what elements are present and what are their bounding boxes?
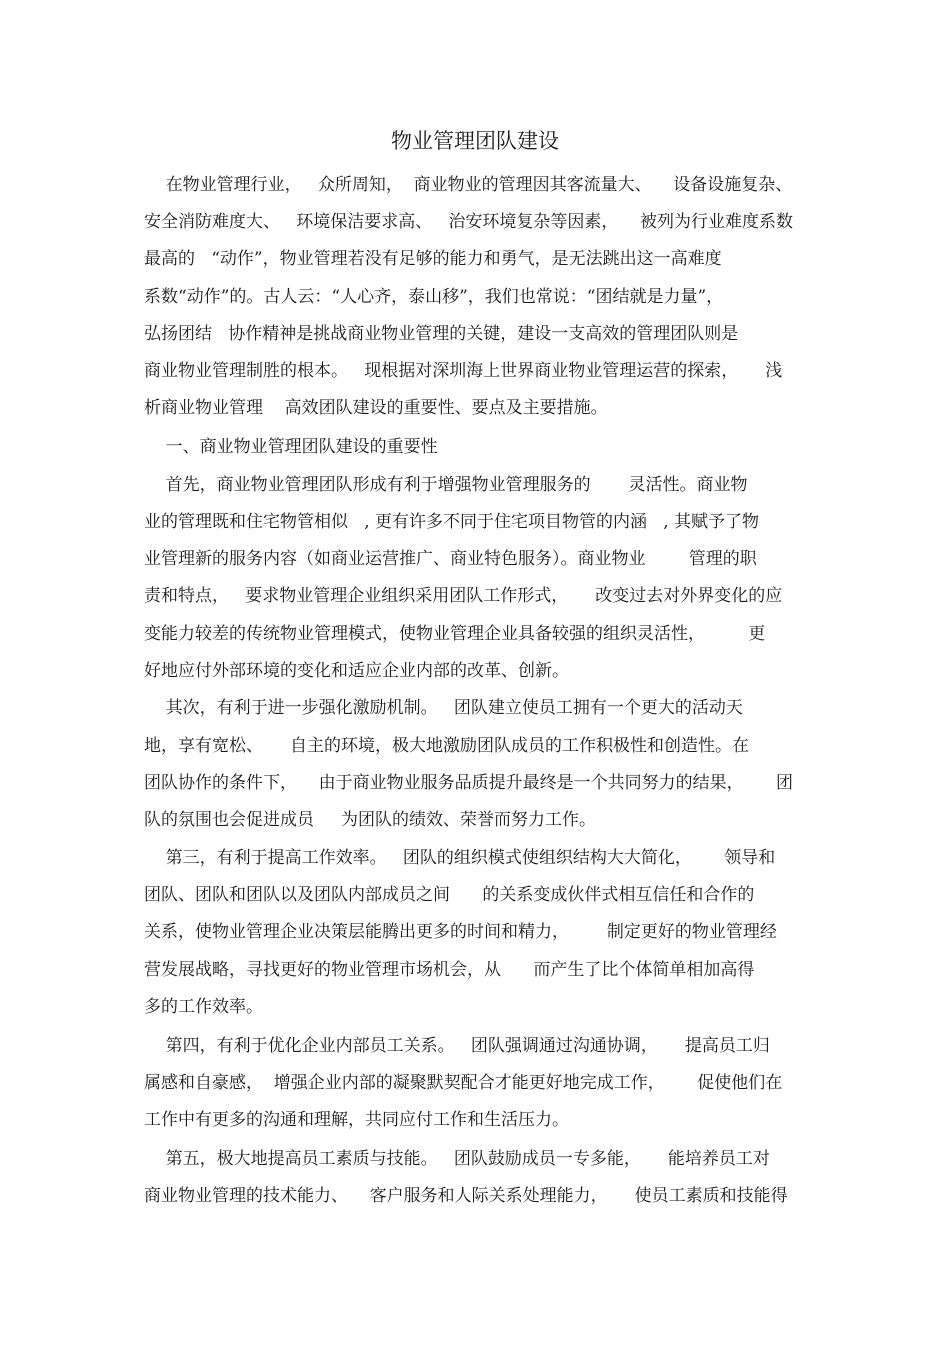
paragraph-line: 商业物业管理制胜的根本。 现根据对深圳海上世界商业物业管理运营的探索， 浅 [144,361,783,381]
paragraph-line: 第三，有利于提高工作效率。 团队的组织模式使组织结构大大简化， 领导和 [144,848,776,868]
paragraph-line: 变能力较差的传统物业管理模式，使物业管理企业具备较强的组织灵活性， 更 [144,624,766,644]
paragraph-line: 团队、团队和团队以及团队内部成员之间 的关系变成伙伴式相互信任和合作的 [144,885,755,905]
paragraph-line: 队的氛围也会促进成员 为团队的绩效、荣誉而努力工作。 [144,810,597,830]
paragraph-line: 第四，有利于优化企业内部员工关系。 团队强调通过沟通协调， 提高员工归 [144,1036,770,1056]
section-heading: 一、商业物业管理团队建设的重要性 [144,437,438,457]
paragraph-line: 商业物业管理的技术能力、 客户服务和人际关系处理能力， 使员工素质和技能得 [144,1186,788,1206]
paragraph-line: 最高的 “动作”，物业管理若没有足够的能力和勇气，是无法跳出这一高难度 [144,249,722,269]
paragraph-line: 首先，商业物业管理团队形成有利于增强物业管理服务的 灵活性。商业物 [144,475,748,495]
document-title: 物业管理团队建设 [391,129,559,153]
paragraph-line: 地，享有宽松、 自主的环境，极大地激励团队成员的工作积极性和创造性。在 [144,736,750,756]
paragraph-line: 多的工作效率。 [144,997,263,1017]
paragraph-line: 关系，使物业管理企业决策层能腾出更多的时间和精力， 制定更好的物业管理经 [144,922,777,942]
paragraph-line: 工作中有更多的沟通和理解，共同应付工作和生活压力。 [144,1110,569,1130]
paragraph-line: 好地应付外部环境的变化和适应企业内部的改革、创新。 [144,661,569,681]
paragraph-line: 在物业管理行业， 众所周知， 商业物业的管理因其客流量大、 设备设施复杂、 [144,175,793,195]
paragraph-line: 团队协作的条件下， 由于商业物业服务品质提升最终是一个共同努力的结果， 团 [144,773,794,793]
paragraph-line: 业的管理既和住宅物管相似 , 更有许多不同于住宅项目物管的内涵 , 其赋予了物 [144,512,760,532]
paragraph-line: 第五，极大地提高员工素质与技能。 团队鼓励成员一专多能， 能培养员工对 [144,1149,770,1169]
paragraph-line: 安全消防难度大、 环境保洁要求高、 治安环境复杂等因素， 被列为行业难度系数 [144,212,794,232]
paragraph-line: 业管理新的服务内容（如商业运营推广、商业特色服务）。商业物业 管理的职 [144,549,757,569]
paragraph-line: 弘扬团结 协作精神是挑战商业物业管理的关键，建设一支高效的管理团队则是 [144,324,739,344]
paragraph-line: 其次，有利于进一步强化激励机制。 团队建立使员工拥有一个更大的活动天 [144,698,743,718]
paragraph-line: 析商业物业管理 高效团队建设的重要性、要点及主要措施。 [144,398,608,418]
paragraph-line: 系数“动作”的。古人云：“人心齐，泰山移”，我们也常说：“团结就是力量”， [144,287,724,307]
paragraph-line: 责和特点， 要求物业管理企业组织采用团队工作形式， 改变过去对外界变化的应 [144,586,783,606]
paragraph-line: 属感和自豪感， 增强企业内部的凝聚默契配合才能更好地完成工作， 促使他们在 [144,1073,783,1093]
paragraph-line: 营发展战略，寻找更好的物业管理市场机会，从 而产生了比个体简单相加高得 [144,960,755,980]
